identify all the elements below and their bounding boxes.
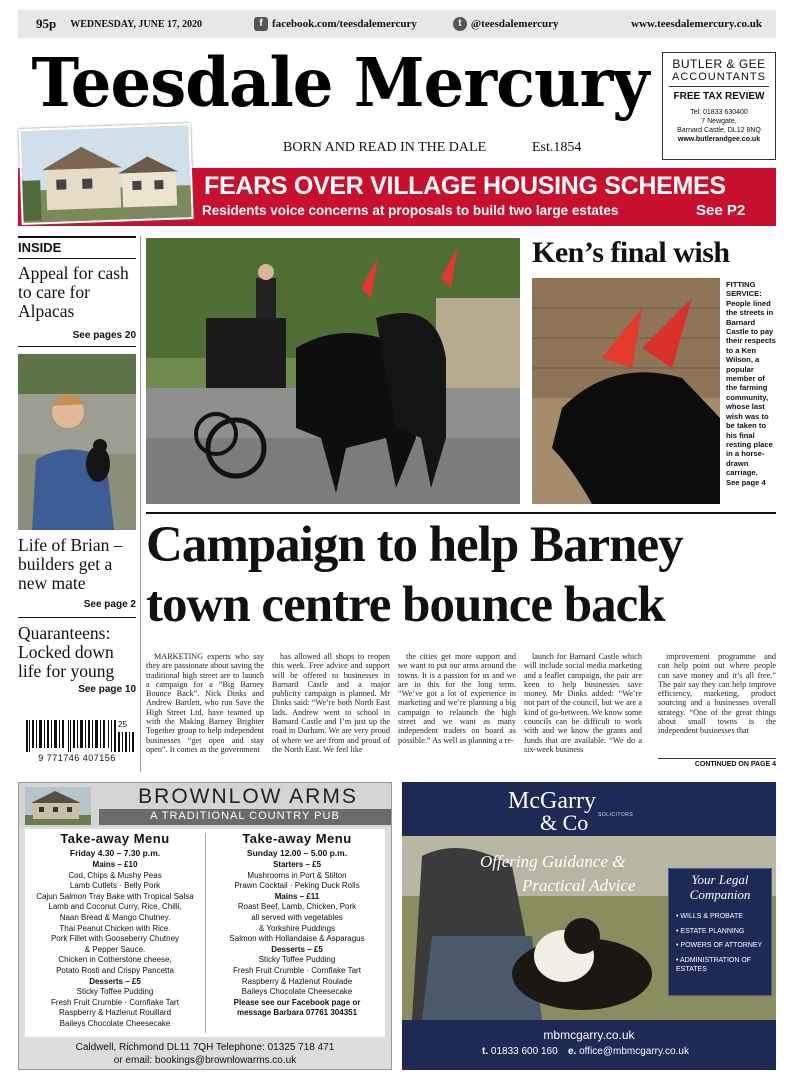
facebook-link[interactable] xyxy=(254,17,417,31)
story-text-3: the cities get more support and we want to put our arms around the towns. It is a passion for us and we are in this for the long term. “We’ve got a lot of experience in marketing and we’re planning a big campaign to relaunch the high street and we want as many independent traders on board as possible.” As well as planning a re- xyxy=(398,652,516,745)
service-item: • ADMINISTRATION OF ESTATES xyxy=(676,956,752,973)
story-column-5 xyxy=(658,652,776,754)
menu-line: Sticky Toffee Pudding xyxy=(76,987,154,997)
butler-tel: Tel: 01833 630400 xyxy=(690,109,748,116)
story-column-4 xyxy=(524,652,642,764)
menu-line: Prawn Cocktail · Peking Duck Rolls xyxy=(234,881,360,891)
service-wills: WILLS & PROBATE xyxy=(680,913,743,920)
mcgarry-web[interactable]: mbmcgarry.co.uk xyxy=(543,1028,635,1042)
masthead-title: Teesdale Mercury xyxy=(31,44,649,123)
panel-title-line2: Companion xyxy=(689,887,751,902)
feature-caption-text: People lined the streets in Barnard Castle to pay their respects to a Ken Wilson, a popular member of the farming community, whose last wish was to be taken to his final resting place in a horse-drawn carriage. xyxy=(726,298,776,478)
menu-line: Mushrooms in Port & Stilton xyxy=(247,870,347,880)
main-headline-line2[interactable]: town centre bounce back xyxy=(146,577,665,633)
brownlow-footer-email[interactable]: or email: bookings@brownlowarms.co.uk xyxy=(113,1055,297,1066)
menu-line: Fresh Fruit Crumble · Cornflake Tart xyxy=(233,965,361,975)
mcgarry-solicitors: SOLICITORS xyxy=(598,812,634,818)
inside-top-rule xyxy=(18,236,136,238)
cover-price: 95p xyxy=(36,16,57,31)
friday-menu xyxy=(27,831,203,1030)
butler-gee-ad[interactable] xyxy=(662,52,776,160)
menu-line: Potato Rosti and Crispy Pancetta xyxy=(56,965,174,975)
banner-see-link[interactable]: See P2 xyxy=(696,202,746,219)
divider xyxy=(658,758,776,759)
service-item: • ESTATE PLANNING xyxy=(676,927,745,935)
barcode-issue-number: 25 xyxy=(118,720,127,729)
menu-line: Mains – £11 xyxy=(274,891,320,901)
funeral-carriage-photo[interactable] xyxy=(146,238,520,504)
friday-menu-title: Take-away Menu xyxy=(60,831,170,846)
barcode xyxy=(26,720,116,752)
website-link[interactable]: www.teesdalemercury.co.uk xyxy=(631,18,762,30)
menu-line: Pork Fillet with Gooseberry Chutney xyxy=(50,934,180,944)
story-text-4: launch for Barnard Castle which will include social media marketing and a leaflet campaign, the pair are keen to help businesses save money. Mr Dinks added: “We’re not part of the council, but we are a kind of go-between. We know some councils can be difficult to work with and we know the grants and funds that are available. “We do a six-week business xyxy=(524,652,642,754)
story-column-2 xyxy=(272,652,390,764)
masthead-established: Est.1854 xyxy=(532,140,582,155)
main-headline-line1[interactable]: Campaign to help Barney xyxy=(146,517,683,573)
sunday-menu-title: Take-away Menu xyxy=(242,831,352,846)
twitter-icon: t xyxy=(453,17,467,31)
menu-line: Raspberry & Hazlenut Rouillard xyxy=(58,1008,172,1018)
tel-value: 01833 600 160 xyxy=(490,1046,558,1057)
top-bar xyxy=(18,10,776,38)
twitter-link[interactable] xyxy=(453,17,559,31)
menu-line: Roast Beef, Lamb, Chicken, Pork xyxy=(237,902,357,912)
feature-caption-see[interactable]: See page 4 xyxy=(726,477,766,487)
inside-item-quaranteens-see[interactable]: See page 10 xyxy=(78,684,136,695)
banner-subline: Residents voice concerns at proposals to build two large estates xyxy=(202,203,619,218)
menu-line: Desserts – £5 xyxy=(89,976,141,986)
butler-address2: Barnard Castle, DL12 8NQ xyxy=(677,127,761,134)
menu-line: & Yorkshire Puddings xyxy=(258,923,336,933)
butler-web: www.butlerandgee.co.uk xyxy=(677,136,761,143)
services-list xyxy=(676,912,770,975)
feature-headline[interactable]: Ken’s final wish xyxy=(532,236,730,269)
panel-title-line1: Your Legal xyxy=(691,872,749,887)
continued-link[interactable]: CONTINUED ON PAGE 4 xyxy=(694,761,776,768)
butler-name-line1: BUTLER & GEE xyxy=(672,57,766,71)
twitter-text: @teesdalemercury xyxy=(470,18,559,30)
brownlow-subtitle: A TRADITIONAL COUNTRY PUB xyxy=(150,810,340,822)
tel-label: t. xyxy=(482,1046,489,1057)
main-story-rule xyxy=(146,512,776,514)
service-estate: ESTATE PLANNING xyxy=(680,927,745,935)
menu-line: Salmon with Hollandaise & Asparagus xyxy=(229,934,365,944)
butler-offer: FREE TAX REVIEW xyxy=(673,91,765,102)
housing-teaser-photo xyxy=(18,123,193,225)
brownlow-footer-address: Caldwell, Richmond DL11 7QH Telephone: 01325 718 471 xyxy=(75,1042,335,1053)
facebook-icon: f xyxy=(254,17,268,31)
mcgarry-name: McGarry xyxy=(508,788,596,814)
mcgarry-co: & Co xyxy=(540,810,589,835)
menu-line: & Pepper Sauce. xyxy=(84,944,146,954)
butler-address1: 7 Newgate, xyxy=(701,118,737,125)
menu-line: Starters – £5 xyxy=(272,860,322,869)
menu-divider xyxy=(205,833,206,1033)
story-column-3 xyxy=(398,652,516,764)
mcgarry-slogan-line1: Offering Guidance & xyxy=(480,852,626,871)
inside-item-quaranteens-headline[interactable]: Quaranteens: Locked down life for young xyxy=(18,623,115,681)
menu-line: Mains – £10 xyxy=(92,860,138,869)
inside-item-alpacas-headline[interactable]: Appeal for cash to care for Alpacas xyxy=(18,263,129,321)
menu-line: Baileys Chocolate Cheesecake xyxy=(241,987,353,997)
inside-item-brian-headline[interactable]: Life of Brian – builders get a new mate xyxy=(18,535,123,593)
email-value: office@mbmcgarry.co.uk xyxy=(579,1046,689,1057)
menu-line: Sticky Toffee Pudding xyxy=(258,955,336,965)
feature-caption-label: FITTING SERVICE: xyxy=(726,280,762,299)
feature-caption xyxy=(726,280,778,487)
menu-line: Naan Bread & Mango Chutney. xyxy=(59,912,171,922)
menu-line: Baileys Chocolate Cheesecake xyxy=(59,1018,171,1028)
inside-item-alpacas-see[interactable]: See pages 20 xyxy=(72,330,136,341)
banner-headline: FEARS OVER VILLAGE HOUSING SCHEMES xyxy=(204,172,726,200)
service-item: • WILLS & PROBATE xyxy=(676,913,743,920)
feature-horse-photo xyxy=(532,278,720,504)
pub-photo xyxy=(25,787,91,825)
menu-line: all served with vegetables xyxy=(251,912,343,922)
issue-date: WEDNESDAY, JUNE 17, 2020 xyxy=(70,18,203,30)
email-label: e. xyxy=(568,1046,577,1057)
menu-line: Lamb and Coconut Curry, Rice, Chilli, xyxy=(48,902,182,912)
menu-line: Raspberry & Hazlenut Roulade xyxy=(241,976,353,986)
sunday-menu-items xyxy=(209,860,385,1019)
menu-line: Please see our Facebook page or xyxy=(233,997,361,1007)
menu-line: Lamb Cutlets · Belly Pork xyxy=(69,881,161,891)
mcgarry-tel[interactable] xyxy=(482,1046,558,1057)
inside-item-brian-see[interactable]: See page 2 xyxy=(83,599,136,610)
menu-line: Thai Peanut Chicken with Rice. xyxy=(59,923,171,933)
butler-name-line2: ACCOUNTANTS xyxy=(672,71,766,83)
mcgarry-ad[interactable] xyxy=(402,782,776,1070)
menu-line: Cod, Chips & Mushy Peas xyxy=(68,870,162,880)
menu-line: Chicken in Cotherstone cheese, xyxy=(58,955,172,965)
service-admin: ADMINISTRATION OF ESTATES xyxy=(676,956,752,973)
mcgarry-email[interactable] xyxy=(568,1046,689,1057)
friday-menu-items xyxy=(27,860,203,1030)
story-text-5: improvement programme and can help point out where people can save money and it’s all free.” The pair say they can help improve efficiency, marketing, product sourcing and a businesses overall strategy. “One of the great things about small towns is the independent businesses that xyxy=(658,652,776,736)
brian-photo xyxy=(18,354,136,530)
divider xyxy=(18,346,136,347)
sunday-menu-times: Sunday 12.00 – 5.00 p.m. xyxy=(246,848,348,858)
menu-line: message Barbara 07761 304351 xyxy=(236,1008,358,1018)
menu-line: Fresh Fruit Crumble · Cornflake Tart xyxy=(51,997,179,1007)
friday-menu-times: Friday 4.30 – 7.30 p.m. xyxy=(69,848,161,858)
brownlow-name: BROWNLOW ARMS xyxy=(138,785,358,808)
brownlow-arms-ad[interactable] xyxy=(18,782,392,1070)
story-text-2: has allowed all shops to reopen this week. Free advice and support will be offered to businesses in Barnard Castle and a major publicity campaign is planned. Mr Dinks said: “We’re both North East lads. Andrew went to school in Barnard Castle and I’m just up the road in Durham. We are very proud of where we are from and proud of the North East. We feel like xyxy=(272,652,390,754)
story-column-1 xyxy=(146,652,264,764)
menu-line: Desserts – £5 xyxy=(271,944,323,954)
masthead-tagline: BORN AND READ IN THE DALE xyxy=(283,140,487,155)
divider xyxy=(18,617,136,618)
inside-label: INSIDE xyxy=(18,240,62,255)
facebook-text: facebook.com/teesdalemercury xyxy=(272,18,417,30)
service-item: • POWERS OF ATTORNEY xyxy=(676,942,763,949)
service-powers: POWERS OF ATTORNEY xyxy=(680,942,763,949)
mcgarry-slogan-line2: Practical Advice xyxy=(522,876,636,895)
menu-line: Cajun Salmon Tray Bake with Tropical Salsa xyxy=(36,891,194,901)
sunday-menu xyxy=(209,831,385,1019)
barcode-number: 9 771746 407156 xyxy=(38,753,116,763)
column-rule xyxy=(140,236,141,772)
story-text-1: MARKETING experts who say they are passionate about saving the traditional high street are to launch a campaign for a “Big Barney Bounce Back”. Nick Dinks and Andrew Bartlett, who run Save the High Street Ltd, have teamed up with the Making Barney Brighter Together group to help independent businesses “get open and stay open”. It comes as the government xyxy=(146,652,264,754)
divider xyxy=(18,258,136,259)
